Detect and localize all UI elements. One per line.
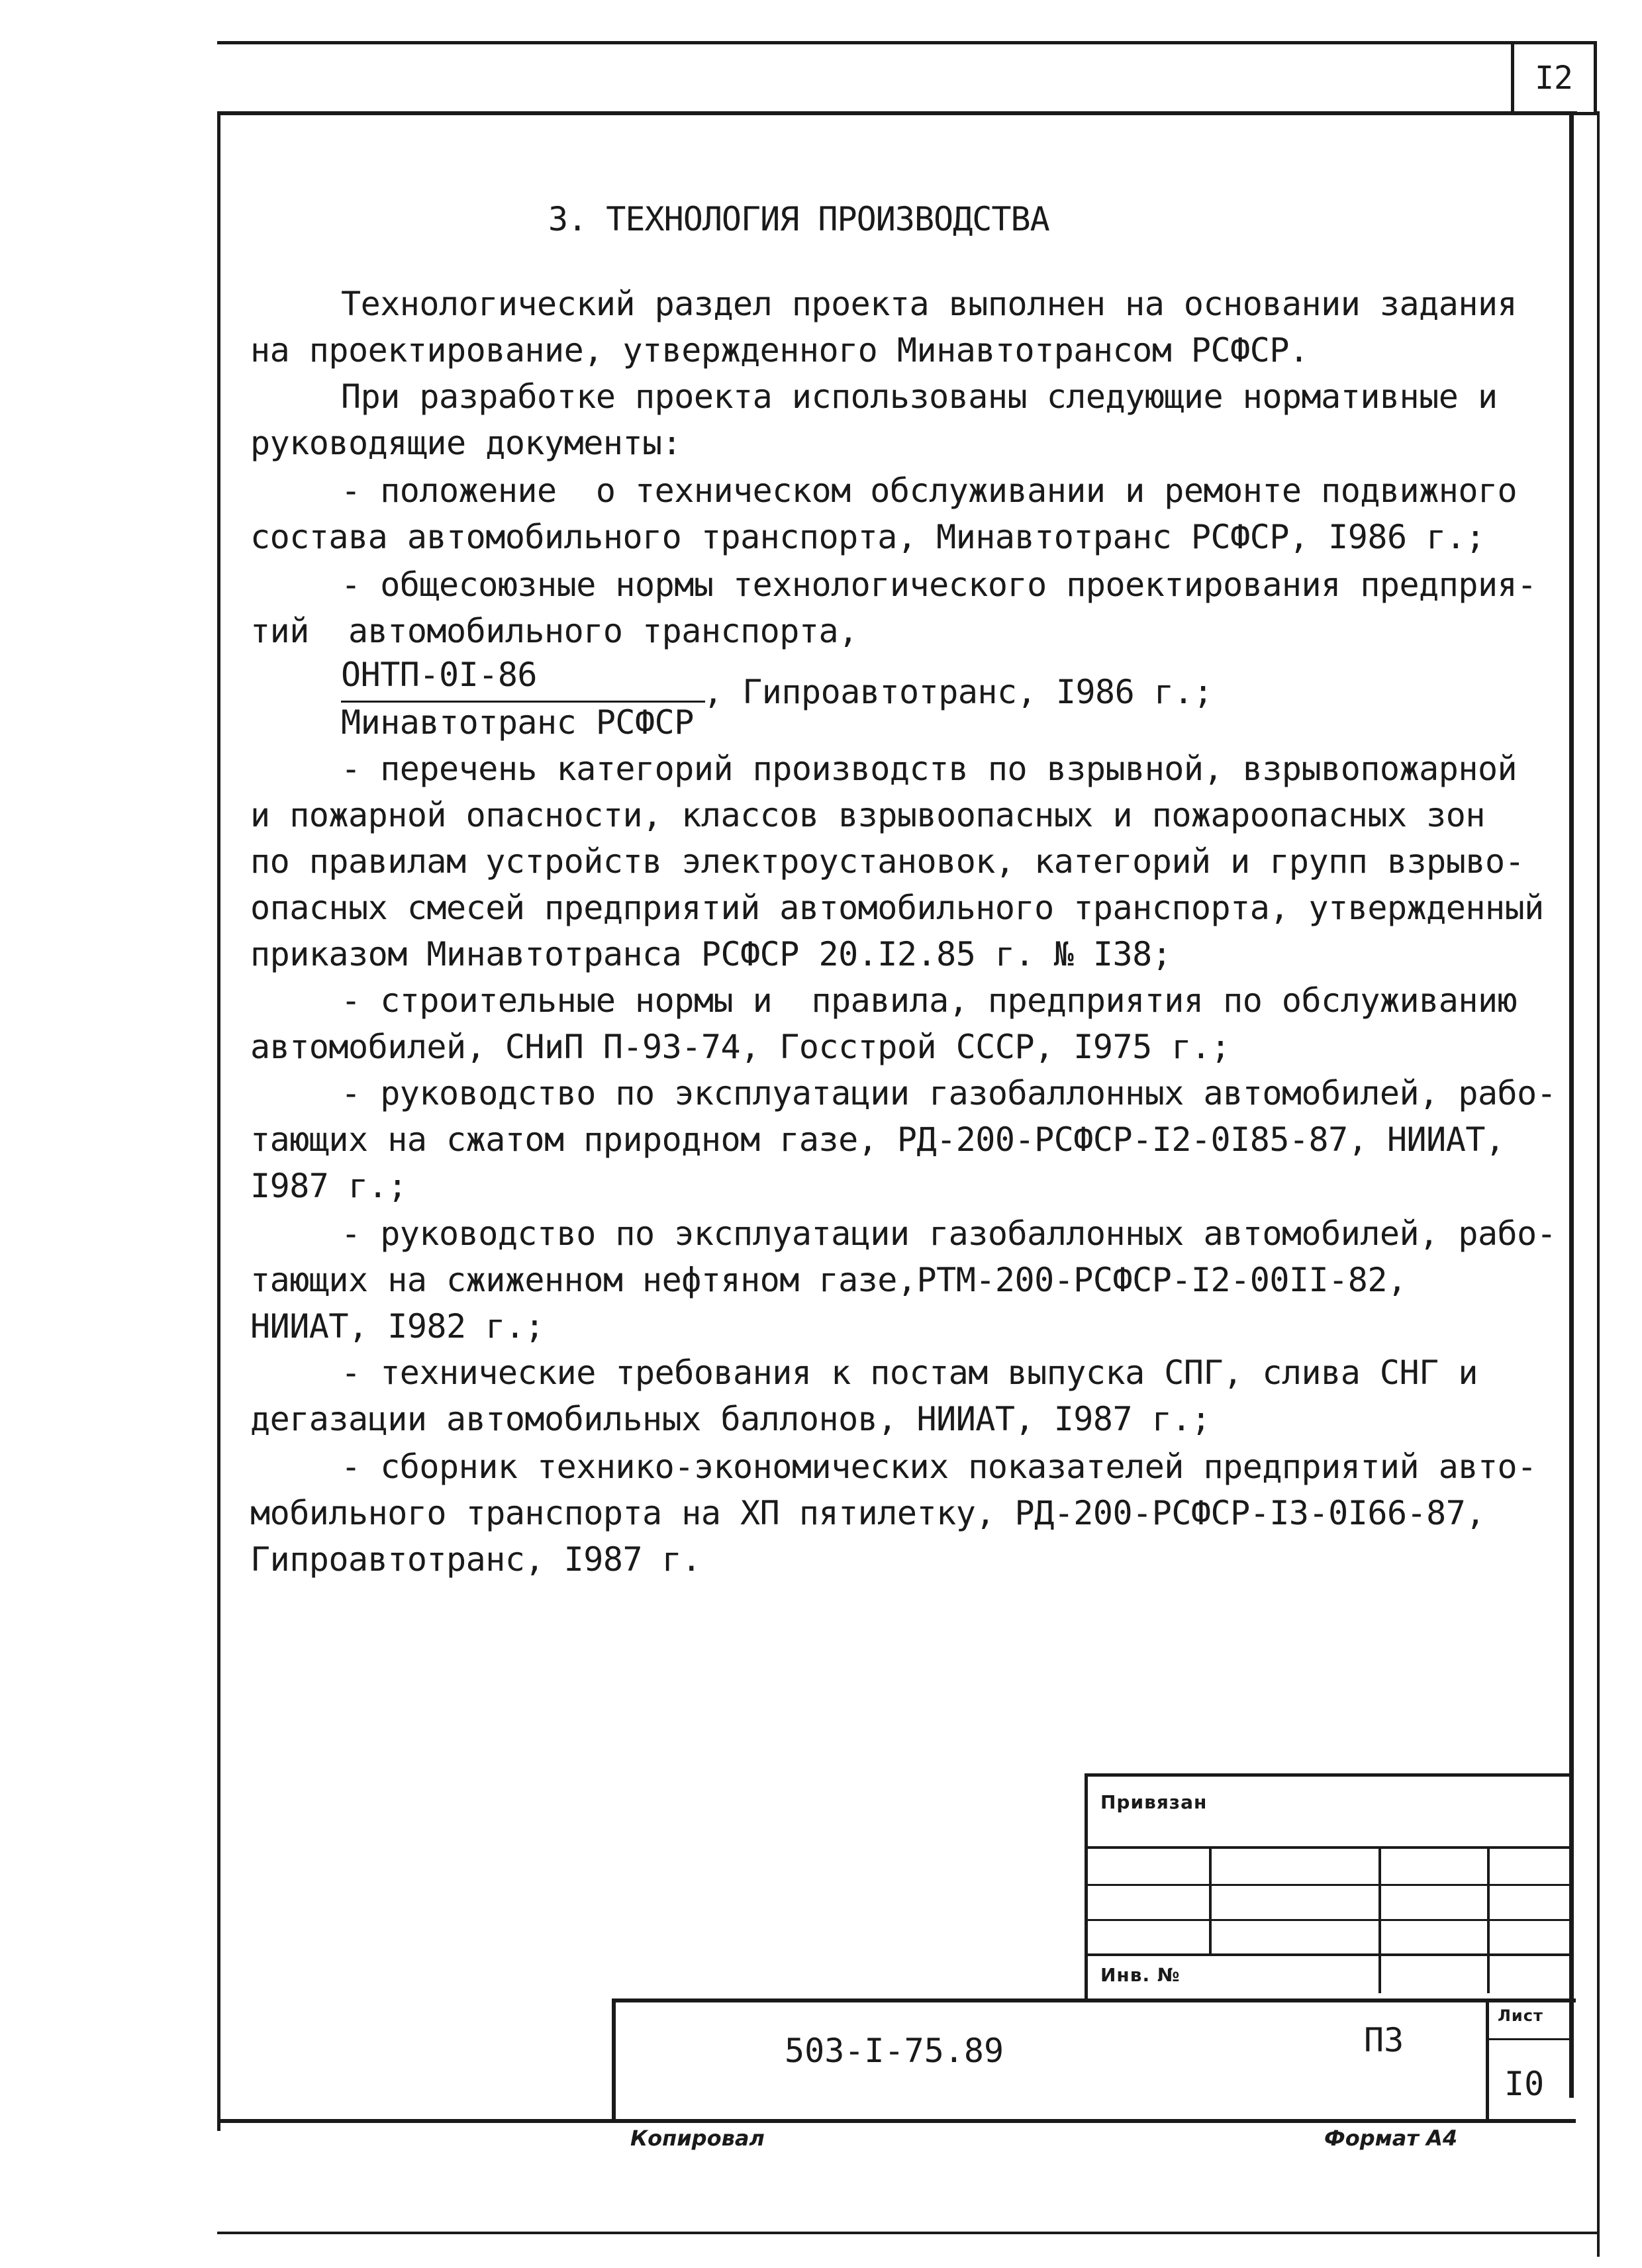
stamp-row-line [1085,1884,1573,1886]
right-border [1569,111,1574,2098]
text-line: - сборник технико-экономических показателей предприятий авто- [341,1448,1537,1486]
title-block-left [612,1998,616,2121]
bottom-cut-line [217,2232,1600,2234]
stamp-top-line [1085,1773,1573,1777]
title-block-top [612,1998,1576,2002]
stamp-row-line [1085,1919,1573,1921]
stamp-inventory-label: Инв. № [1100,1964,1181,1986]
bottom-border [217,2119,1576,2123]
text-line: Технологический раздел проекта выполнен на основании задания [341,285,1518,323]
text-line: - строительные нормы и правила, предприятия по обслуживанию [341,981,1518,1020]
text-line: - положение о техническом обслуживании и ремонте подвижного [341,471,1518,510]
text-line: Гипроавтотранс, I987 г. [250,1540,701,1579]
stamp-col-line [1378,1848,1381,1993]
ontp-code: ОНТП-0I-86 [341,656,538,694]
text-line: I987 г.; [250,1167,407,1205]
stamp-attached-label: Привязан [1100,1791,1208,1813]
title-block-sheet-row [1486,2038,1572,2040]
document-type: ПЗ [1364,2021,1404,2059]
fraction-line [341,701,705,703]
footer-format: Формат А4 [1324,2126,1458,2151]
stamp-left-line [1085,1773,1088,2002]
text-line: мобильного транспорта на ХП пятилетку, РД-200-РСФСР-I3-0I66-87, [250,1494,1485,1532]
text-line: При разработке проекта использованы следующие нормативные и [341,377,1498,416]
text-line: - общесоюзные нормы технологического проектирования предприя- [341,566,1537,604]
title-block-sheet-divider [1486,1998,1489,2121]
stamp-row-line [1085,1953,1573,1956]
text-line: автомобилей, СНиП П-93-74, Госстрой СССР, I975 г.; [250,1028,1231,1066]
text-line: тающих на сжатом природном газе, РД-200-РСФСР-I2-0I85-87, НИИАТ, [250,1120,1505,1159]
text-line: и пожарной опасности, классов взрывоопасных и пожароопасных зон [250,796,1485,834]
sheet-number: I2 [1511,41,1597,115]
text-line: тий автомобильного транспорта, [250,612,858,650]
stamp-row-line [1085,1846,1573,1849]
outer-right-border [1597,111,1600,2257]
text-line: - перечень категорий производств по взрывной, взрывопожарной [341,750,1518,788]
sheet-value: I0 [1504,2065,1545,2103]
text-line: по правилам устройств электроустановок, категорий и групп взрыво- [250,842,1525,881]
document-code: 503-I-75.89 [785,2032,1004,2070]
text-line: опасных смесей предприятий автомобильного транспорта, утвержденный [250,889,1544,927]
sheet-label: Лист [1498,2006,1543,2025]
text-line: НИИАТ, I982 г.; [250,1307,545,1346]
text-line: тающих на сжиженном нефтяном газе,РТМ-200-РСФСР-I2-00II-82, [250,1261,1407,1299]
text-line: - руководство по эксплуатации газобаллонных автомобилей, рабо- [341,1214,1557,1253]
text-line: на проектирование, утвержденного Минавтотрансом РСФСР. [250,331,1309,370]
inner-top-border [217,111,1577,115]
text-line: руководящие документы: [250,424,682,462]
left-border [217,111,220,2131]
section-title: 3. ТЕХНОЛОГИЯ ПРОИЗВОДСТВА [548,200,1049,238]
stamp-col-line [1487,1848,1490,1993]
text-line: состава автомобильного транспорта, Минавтотранс РСФСР, I986 г.; [250,518,1485,556]
text-line: приказом Минавтотранса РСФСР 20.I2.85 г. № I38; [250,935,1172,973]
ontp-issuer: Минавтотранс РСФСР [341,703,694,742]
stamp-col-line [1209,1848,1212,1955]
text-line: - технические требования к постам выпуска СПГ, слива СНГ и [341,1354,1478,1392]
top-border-line [217,41,1514,44]
text-line: , Гипроавтотранс, I986 г.; [703,673,1213,711]
footer-copied: Копировал [630,2126,765,2151]
text-line: - руководство по эксплуатации газобаллонных автомобилей, рабо- [341,1074,1557,1112]
text-line: дегазации автомобильных баллонов, НИИАТ, I987 г.; [250,1400,1211,1438]
